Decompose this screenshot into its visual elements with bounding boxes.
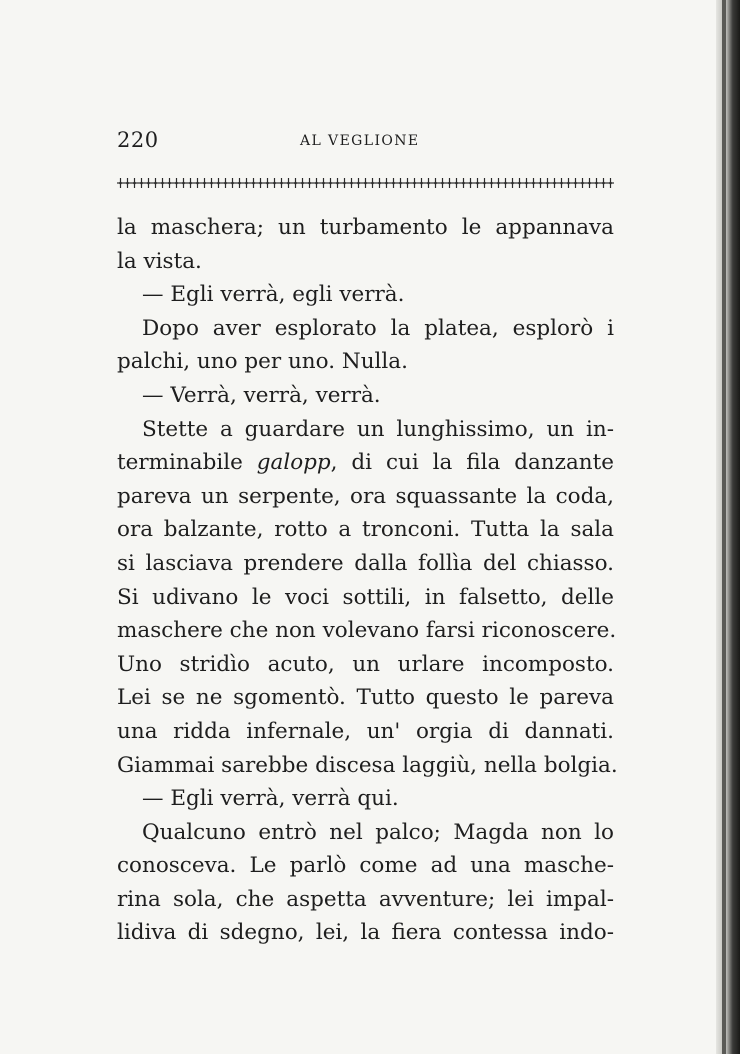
text-line: lidiva di sdegno, lei, la fiera contessa indo- <box>117 920 614 946</box>
text-line: pareva un serpente, ora squassante la coda, <box>117 483 614 509</box>
text-line: — Verrà, verrà, verrà. <box>142 382 381 408</box>
text-line: — Egli verrà, egli verrà. <box>142 282 405 308</box>
running-title: AL VEGLIONE <box>300 133 420 149</box>
text-line <box>117 446 614 480</box>
text-line: palchi, uno per uno. Nulla. <box>117 349 408 375</box>
italic-word: galopp <box>256 450 331 476</box>
text-line: Giammai sarebbe discesa laggiù, nella bolgia. <box>117 752 618 778</box>
text-line: la maschera; un turbamento le appannava <box>117 215 614 240</box>
text-segment: terminabile <box>117 450 243 476</box>
text-line: Dopo aver esplorato la platea, esplorò i <box>142 315 614 341</box>
text-line: Lei se ne sgomentò. Tutto questo le pareva <box>117 685 614 711</box>
text-line: rina sola, che aspetta avventure; lei impal- <box>117 886 614 912</box>
text-segment: , di cui la fila danzante <box>330 450 614 476</box>
text-line: Stette a guardare un lunghissimo, un in- <box>142 416 614 442</box>
text-line: ora balzante, rotto a tronconi. Tutta la sala <box>117 517 614 543</box>
text-line: si lasciava prendere dalla follìa del chiasso. <box>117 550 614 576</box>
page-edge-line <box>722 0 726 1054</box>
text-line: Qualcuno entrò nel palco; Magda non lo <box>142 819 614 845</box>
page-number: 220 <box>117 128 159 152</box>
page-header <box>117 128 617 158</box>
ornamental-rule <box>117 176 614 190</box>
text-line: — Egli verrà, verrà qui. <box>142 786 399 812</box>
page-edge-shadow <box>716 0 740 1054</box>
body-text <box>117 211 618 950</box>
text-line: una ridda infernale, un' orgia di dannati. <box>117 718 614 744</box>
text-line: la vista. <box>117 248 202 274</box>
text-line: conosceva. Le parlò come ad una masche- <box>117 853 614 879</box>
text-line: Uno stridìo acuto, un urlare incomposto. <box>117 651 614 677</box>
text-line: Si udivano le voci sottili, in falsetto, delle <box>117 584 614 610</box>
text-line: maschere che non volevano farsi riconoscere. <box>117 618 617 644</box>
